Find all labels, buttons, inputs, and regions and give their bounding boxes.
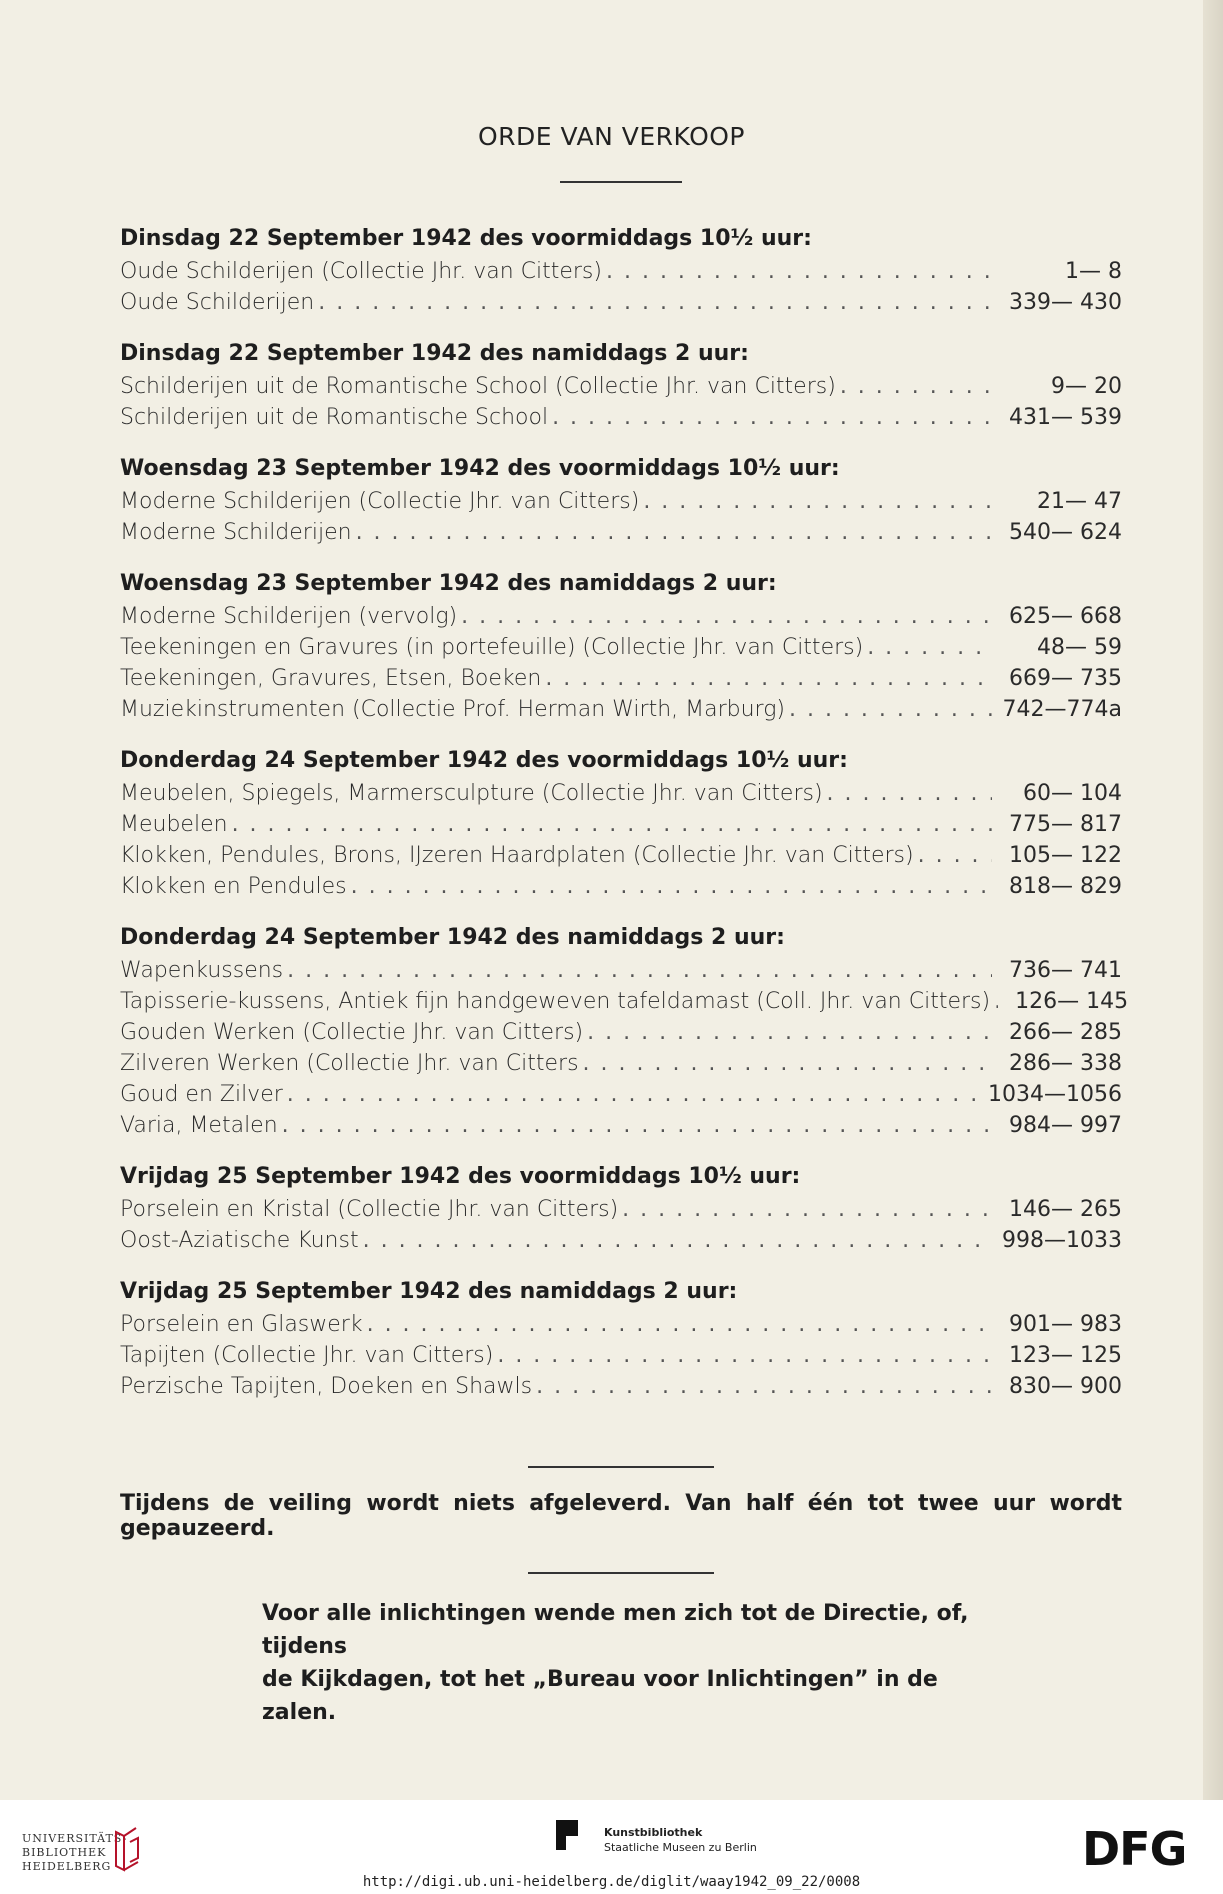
lot-range: 901— 983	[1009, 1312, 1122, 1337]
schedule-section	[120, 1160, 1122, 1256]
lot-range: 998—1033	[1002, 1228, 1122, 1253]
dot-leader	[583, 1017, 992, 1048]
dot-leader	[990, 986, 998, 1017]
lot-range: 984— 997	[1009, 1113, 1122, 1138]
entry-label: Oude Schilderijen (Collectie Jhr. van Citters)	[120, 259, 602, 284]
entry-label: Schilderijen uit de Romantische School	[120, 405, 549, 430]
entry-label: Teekeningen en Gravures (in portefeuille) (Collectie Jhr. van Citters)	[120, 635, 864, 660]
dot-leader	[283, 955, 992, 986]
schedule-section	[120, 1275, 1122, 1402]
contact-line-2: de Kijkdagen, tot het „Bureau voor Inlichtingen” in de zalen.	[262, 1667, 938, 1725]
section-heading: Woensdag 23 September 1942 des namiddags 2 uur:	[120, 571, 777, 596]
uni-logo-line-1: UNIVERSITÄTS-	[22, 1832, 128, 1845]
lot-range: 736— 741	[1009, 958, 1122, 983]
schedule-entry	[120, 256, 1122, 287]
dot-leader	[914, 840, 992, 871]
lot-range: 60— 104	[1023, 781, 1122, 806]
entry-label: Klokken en Pendules	[120, 874, 347, 899]
entry-label: Moderne Schilderijen (vervolg)	[120, 604, 458, 629]
lot-range: 669— 735	[1009, 666, 1122, 691]
section-heading: Woensdag 23 September 1942 des voormiddags 10½ uur:	[120, 456, 840, 481]
entry-label: Tapijten (Collectie Jhr. van Citters)	[120, 1343, 494, 1368]
note-rule	[528, 1466, 714, 1468]
uni-logo-line-2: BIBLIOTHEK	[22, 1846, 107, 1859]
dot-leader	[602, 256, 992, 287]
entry-label: Meubelen, Spiegels, Marmersculpture (Collectie Jhr. van Citters)	[120, 781, 823, 806]
schedule-section	[120, 567, 1122, 725]
schedule-entry	[120, 955, 1122, 986]
dot-leader	[618, 1194, 992, 1225]
schedule-section	[120, 921, 1129, 1141]
title-rule	[560, 181, 682, 183]
entry-label: Klokken, Pendules, Brons, IJzeren Haardplaten (Collectie Jhr. van Citters)	[120, 843, 914, 868]
schedule-section	[120, 222, 1122, 318]
lot-range: 48— 59	[1037, 635, 1122, 660]
kunstbibliothek-subtitle: Staatliche Museen zu Berlin	[604, 1841, 757, 1854]
lot-range: 775— 817	[1009, 812, 1122, 837]
section-entries	[120, 486, 1122, 548]
dot-leader	[863, 632, 992, 663]
schedule-entry	[120, 986, 1129, 1017]
entry-label: Schilderijen uit de Romantische School (Collectie Jhr. van Citters)	[120, 374, 836, 399]
schedule-entry	[120, 402, 1122, 433]
schedule-entry	[120, 517, 1122, 548]
entry-label: Muziekinstrumenten (Collectie Prof. Herman Wirth, Marburg)	[120, 697, 785, 722]
schedule-entry	[120, 1340, 1122, 1371]
schedule-entry	[120, 663, 1122, 694]
schedule-entry	[120, 1194, 1122, 1225]
schedule-entry	[120, 778, 1122, 809]
schedule-section	[120, 744, 1122, 902]
schedule-entry	[120, 1309, 1122, 1340]
lot-range: 146— 265	[1009, 1197, 1122, 1222]
lot-range: 286— 338	[1009, 1051, 1122, 1076]
dot-leader	[352, 517, 992, 548]
section-heading: Dinsdag 22 September 1942 des namiddags 2 uur:	[120, 341, 749, 366]
schedule-entry	[120, 1048, 1122, 1079]
entry-label: Goud en Zilver	[120, 1082, 283, 1107]
lot-range: 266— 285	[1009, 1020, 1122, 1045]
dot-leader	[457, 601, 992, 632]
section-heading: Dinsdag 22 September 1942 des voormiddags 10½ uur:	[120, 226, 812, 251]
kunstbibliothek-label	[604, 1825, 804, 1855]
entry-label: Tapisserie-kussens, Antiek fijn handgeweven tafeldamast (Coll. Jhr. van Citters)	[120, 989, 991, 1014]
dot-leader	[785, 694, 992, 725]
lot-range: 21— 47	[1037, 489, 1122, 514]
section-entries	[120, 1194, 1122, 1256]
entry-label: Meubelen	[120, 812, 228, 837]
entry-label: Porselein en Glaswerk	[120, 1312, 363, 1337]
schedule-entry	[120, 1371, 1122, 1402]
entry-label: Porselein en Kristal (Collectie Jhr. van Citters)	[120, 1197, 619, 1222]
schedule-entry	[120, 1110, 1122, 1141]
entry-label: Oost-Aziatische Kunst	[120, 1228, 359, 1253]
dot-leader	[347, 871, 992, 902]
dot-leader	[548, 402, 992, 433]
dot-leader	[278, 1110, 992, 1141]
dot-leader	[541, 663, 992, 694]
lot-range: 126— 145	[1015, 989, 1129, 1014]
section-heading: Donderdag 24 September 1942 des voormiddags 10½ uur:	[120, 748, 848, 773]
lot-range: 742—774a	[1002, 697, 1122, 722]
schedule-entry	[120, 840, 1122, 871]
lot-range: 9— 20	[1051, 374, 1122, 399]
entry-label: Gouden Werken (Collectie Jhr. van Citters)	[120, 1020, 584, 1045]
schedule-entry	[120, 371, 1122, 402]
dot-leader	[493, 1340, 992, 1371]
schedule-entry	[120, 1017, 1122, 1048]
lot-range: 1— 8	[1065, 259, 1122, 284]
lot-range: 105— 122	[1009, 843, 1122, 868]
pause-note: Tijdens de veiling wordt niets afgeleverd. Van half één tot twee uur wordt gepauzeerd.	[120, 1491, 1122, 1541]
kunstbibliothek-logo-icon	[556, 1820, 578, 1850]
entry-label: Teekeningen, Gravures, Etsen, Boeken	[120, 666, 542, 691]
section-entries	[120, 601, 1122, 725]
schedule-entry	[120, 809, 1122, 840]
lot-range: 431— 539	[1009, 405, 1122, 430]
dot-leader	[639, 486, 992, 517]
source-url[interactable]: http://digi.ub.uni-heidelberg.de/diglit/waay1942_09_22/0008	[362, 1874, 861, 1890]
entry-label: Wapenkussens	[120, 958, 284, 983]
section-entries	[120, 955, 1129, 1141]
contact-rule	[528, 1572, 714, 1574]
dot-leader	[363, 1309, 992, 1340]
dot-leader	[228, 809, 992, 840]
schedule-section	[120, 452, 1122, 548]
schedule-entry	[120, 871, 1122, 902]
entry-label: Moderne Schilderijen (Collectie Jhr. van Citters)	[120, 489, 640, 514]
schedule-entry	[120, 1079, 1122, 1110]
entry-label: Varia, Metalen	[120, 1113, 278, 1138]
dot-leader	[836, 371, 992, 402]
dot-leader	[314, 287, 992, 318]
dot-leader	[579, 1048, 992, 1079]
lot-range: 123— 125	[1009, 1343, 1122, 1368]
lot-range: 339— 430	[1009, 290, 1122, 315]
entry-label: Zilveren Werken (Collectie Jhr. van Citters	[120, 1051, 579, 1076]
lot-range: 1034—1056	[988, 1082, 1122, 1107]
dot-leader	[823, 778, 992, 809]
dot-leader	[359, 1225, 992, 1256]
lot-range: 540— 624	[1009, 520, 1122, 545]
section-entries	[120, 256, 1122, 318]
schedule-entry	[120, 287, 1122, 318]
page-edge	[1203, 0, 1223, 1800]
section-entries	[120, 778, 1122, 902]
dot-leader	[532, 1371, 992, 1402]
sale-schedule	[120, 222, 1129, 1421]
section-entries	[120, 371, 1122, 433]
dot-leader	[283, 1079, 988, 1110]
lot-range: 625— 668	[1009, 604, 1122, 629]
page-title: ORDE VAN VERKOOP	[477, 122, 746, 151]
lot-range: 818— 829	[1009, 874, 1122, 899]
contact-info	[262, 1597, 982, 1729]
kunstbibliothek-title: Kunstbibliothek	[604, 1826, 703, 1839]
schedule-entry	[120, 694, 1122, 725]
section-entries	[120, 1309, 1122, 1402]
schedule-entry	[120, 632, 1122, 663]
section-heading: Vrijdag 25 September 1942 des namiddags 2 uur:	[120, 1279, 738, 1304]
entry-label: Moderne Schilderijen	[120, 520, 352, 545]
section-heading: Vrijdag 25 September 1942 des voormiddags 10½ uur:	[120, 1164, 801, 1189]
section-heading: Donderdag 24 September 1942 des namiddags 2 uur:	[120, 925, 785, 950]
entry-label: Oude Schilderijen	[120, 290, 315, 315]
schedule-section	[120, 337, 1122, 433]
uni-logo-line-3: HEIDELBERG	[22, 1860, 112, 1873]
schedule-entry	[120, 1225, 1122, 1256]
dfg-logo: DFG	[1082, 1822, 1187, 1876]
university-emblem-icon	[110, 1822, 144, 1874]
schedule-entry	[120, 486, 1122, 517]
contact-line-1: Voor alle inlichtingen wende men zich tot de Directie, of, tijdens	[262, 1601, 969, 1659]
entry-label: Perzische Tapijten, Doeken en Shawls	[120, 1374, 533, 1399]
lot-range: 830— 900	[1009, 1374, 1122, 1399]
schedule-entry	[120, 601, 1122, 632]
